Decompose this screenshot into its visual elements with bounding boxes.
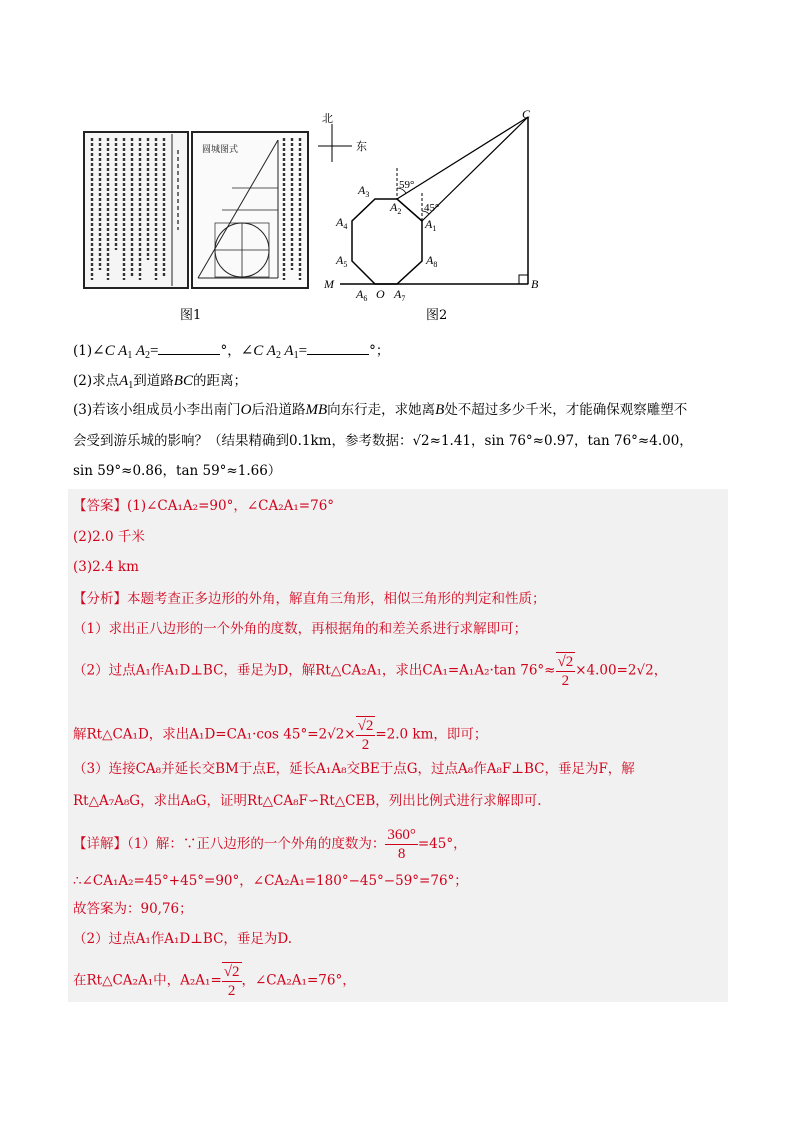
label-A4: A bbox=[336, 215, 344, 229]
label-C: C bbox=[522, 108, 531, 121]
question-1: (1)∠C $A_1$ $A_2=$ °，∠C $A_2$ $A_1=$ °； bbox=[73, 343, 390, 361]
label-A2: A bbox=[390, 200, 398, 214]
svg-text:A8: $A_8$ bbox=[426, 253, 438, 269]
svg-text:A5: $A_5$ bbox=[336, 253, 348, 269]
detail-part-1: 【详解】（1）解：∵正八边形的一个外角的度数为： $\frac{360^\circ}{8}$ =45°， bbox=[73, 827, 467, 862]
svg-text:A4: $A_4$ bbox=[336, 215, 348, 231]
label-B: B bbox=[531, 277, 539, 291]
label-A3: A bbox=[358, 183, 366, 197]
detail-angles: ∴∠CA₁A₂=45°+45°=90°，∠CA₂A₁=180°−45°−59°=76°； bbox=[73, 873, 468, 889]
answer-3: (3)2.4 km bbox=[73, 559, 139, 575]
label-A7: A bbox=[394, 287, 402, 301]
analysis-part-1: （1）求出正八边形的一个外角的度数，再根据角的和差关系进行求解即可； bbox=[73, 621, 528, 637]
angle-45-label: 45° bbox=[424, 202, 440, 214]
label-A6: A bbox=[356, 287, 364, 301]
label-A8: A bbox=[426, 253, 434, 267]
analysis-part-2-cont: 解Rt△CA₁D，求出A₁D=CA₁·cos 45°=2√2× $\frac{√2}{2}$ =2.0 km，即可； bbox=[73, 718, 488, 753]
analysis-part-3: （3）连接CA₈并延长交BM于点E，延长A₁A₈交BE于点G，过点A₈作A₈F⊥BC，垂足为F，解 bbox=[73, 761, 635, 777]
figure-1-caption: 图1 bbox=[180, 308, 202, 323]
label-A5: A bbox=[336, 253, 344, 267]
question-2: (2)求点$A_1$到道路BC的距离； bbox=[73, 373, 247, 391]
figure-2-caption: 图2 bbox=[426, 308, 448, 323]
question-3-line-3: sin 59°≈0.86，tan 59°≈1.66） bbox=[73, 463, 282, 479]
svg-text:A6: $A_6$ bbox=[356, 287, 368, 303]
label-A1: A bbox=[425, 217, 433, 231]
analysis-part-3-cont: Rt△A₇A₈G，求出A₈G，证明Rt△CA₈F∽Rt△CEB，列出比例式进行求解即可. bbox=[73, 793, 542, 809]
angle-59-label: 59° bbox=[399, 179, 415, 191]
detail-part-2: （2）过点A₁作A₁D⊥BC，垂足为D. bbox=[73, 931, 293, 947]
svg-text:A1: $A_1$ bbox=[425, 217, 437, 233]
compass-east-label: 东 bbox=[356, 141, 367, 153]
detail-answer: 故答案为：90,76； bbox=[73, 901, 193, 917]
label-O: O bbox=[376, 287, 385, 301]
detail-part-2-cont: 在Rt△CA₂A₁中，A₂A₁= $\frac{√2}{2}$ ，∠CA₂A₁=76°， bbox=[73, 964, 356, 999]
compass-north-label: 北 bbox=[322, 113, 333, 125]
svg-text:A2: $A_2$ bbox=[390, 200, 402, 216]
analysis-intro: 【分析】本题考查正多边形的外角，解直角三角形，相似三角形的判定和性质； bbox=[73, 591, 546, 607]
diagram-title: 圆城图式 bbox=[202, 145, 239, 155]
figure-2-diagram bbox=[318, 108, 550, 320]
answer-1: 【答案】(1)∠CA₁A₂=90°，∠CA₂A₁=76° bbox=[73, 498, 335, 514]
question-3-line-1: (3)若该小组成员小李出南门O后沿道路MB向东行走，求她离B处不超过多少千米，才能确保观察雕塑不 bbox=[73, 402, 688, 418]
analysis-part-2: （2）过点A₁作A₁D⊥BC，垂足为D，解Rt△CA₂A₁，求出CA₁=A₁A₂·tan 76°≈ $\frac{√2}{2}$ ×4.00=2√2， bbox=[73, 654, 668, 689]
label-M: M bbox=[324, 277, 334, 291]
answer-2: (2)2.0 千米 bbox=[73, 529, 145, 545]
svg-text:A3: $A_3$ bbox=[358, 183, 370, 199]
svg-text:A7: $A_7$ bbox=[394, 287, 406, 303]
question-3-line-2: 会受到游乐城的影响？（结果精确到0.1km，参考数据：√2≈1.41，sin 76°≈0.97，tan 76°≈4.00， bbox=[73, 433, 693, 449]
figure-1-book-image bbox=[82, 130, 310, 294]
